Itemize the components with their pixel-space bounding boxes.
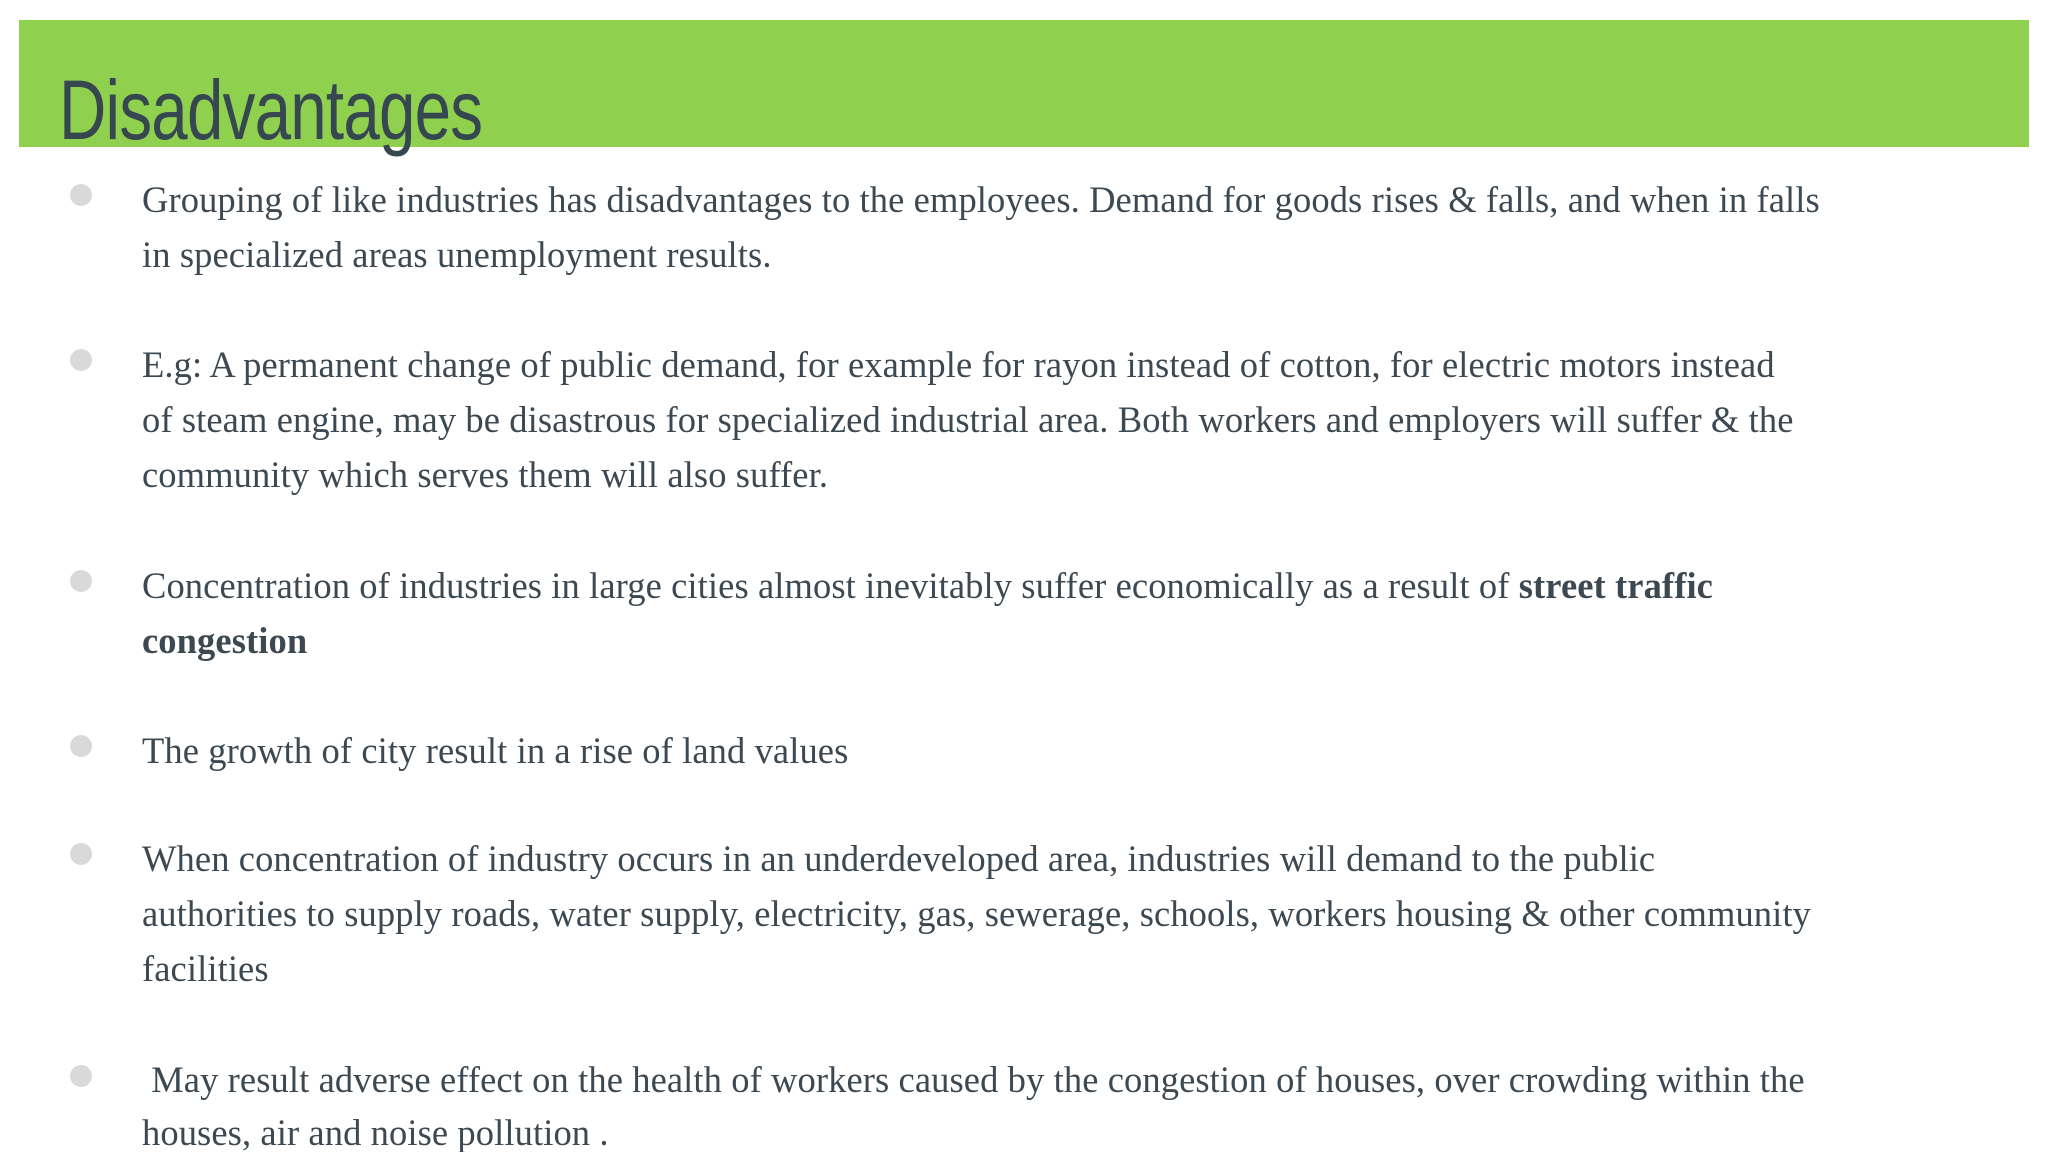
bullet-line: community which serves them will also suffer. bbox=[142, 454, 829, 495]
bullet-line: Grouping of like industries has disadvantages to the employees. Demand for goods rises & falls, and when in falls bbox=[142, 179, 1820, 220]
bullet-dot bbox=[70, 843, 92, 865]
bullet-line bbox=[142, 613, 2042, 668]
bullet-line: May result adverse effect on the health of workers caused by the congestion of houses, over crowding within the bbox=[142, 1059, 1805, 1100]
bullet-line: When concentration of industry occurs in an underdeveloped area, industries will demand to the public bbox=[142, 838, 1656, 879]
bullet-text bbox=[142, 831, 2042, 996]
bullet-text bbox=[142, 1053, 2042, 1152]
bullet-text-bold: street traffic bbox=[1518, 565, 1713, 606]
bullet-line: in specialized areas unemployment results. bbox=[142, 234, 772, 275]
bullet-dot bbox=[70, 184, 92, 206]
bullet-dot bbox=[70, 1065, 92, 1087]
bullet-line: of steam engine, may be disastrous for specialized industrial area. Both workers and employers will suffer & the bbox=[142, 399, 1794, 440]
bullet-dot bbox=[70, 735, 92, 757]
bullet-line: E.g: A permanent change of public demand, for example for rayon instead of cotton, for electric motors instead bbox=[142, 344, 1775, 385]
bullet-text bbox=[142, 558, 2042, 668]
bullet-dot bbox=[70, 570, 92, 592]
bullet-line: authorities to supply roads, water supply, electricity, gas, sewerage, schools, workers housing & other community bbox=[142, 893, 1811, 934]
bullet-text-plain: Concentration of industries in large cities almost inevitably suffer economically as a result of bbox=[142, 565, 1519, 606]
bullet-line bbox=[142, 558, 2042, 613]
bullet-text-bold: congestion bbox=[142, 620, 308, 661]
bullet-line: The growth of city result in a rise of land values bbox=[142, 730, 849, 771]
bullet-text bbox=[142, 723, 2042, 778]
bullet-line: facilities bbox=[142, 948, 269, 989]
slide-title: Disadvantages bbox=[59, 63, 483, 157]
bullet-text bbox=[142, 172, 2042, 282]
bullet-text bbox=[142, 337, 2042, 502]
bullet-dot bbox=[70, 349, 92, 371]
bullet-line: houses, air and noise pollution . bbox=[142, 1112, 609, 1152]
